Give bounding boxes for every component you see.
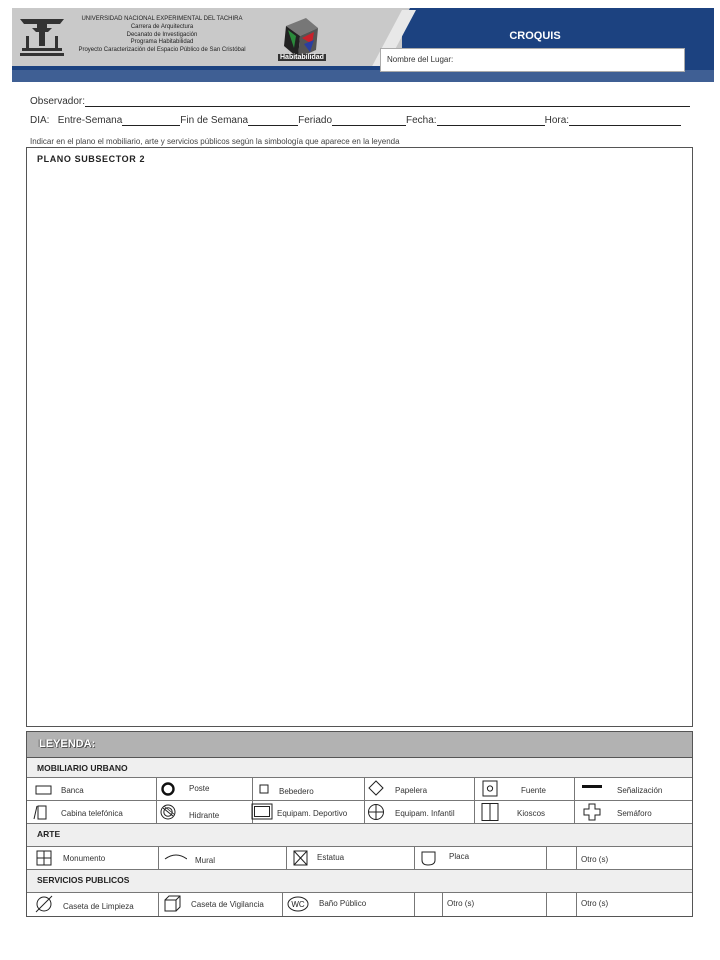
fountain-icon [477,780,503,798]
legend-label: Caseta de Limpieza [63,902,134,911]
legend-item-otro-arte [577,847,692,869]
day-label: DIA: [30,115,50,126]
legend-label: Bebedero [279,787,314,796]
legend-label: Baño Público [319,899,367,908]
legend-item-hidrante [157,801,253,823]
legend-item-otro-arte-symbol [547,847,577,869]
legend-item-monumento [27,847,159,869]
plan-title: PLANO SUBSECTOR 2 [37,154,146,164]
legend-item-banca [27,778,157,800]
deanship-name: Decanato de Investigación [126,31,198,38]
legend-label: Señalización [617,786,663,795]
schedule-row [30,115,681,126]
legend-item-fuente [475,778,575,800]
traffic-light-icon [579,803,605,821]
weekday-label: Entre-Semana [57,115,123,126]
legend-label: Mural [195,856,216,865]
legend-label: Monumento [63,854,106,863]
legend-item-estatua [287,847,415,869]
legend-item-caseta-limpieza [27,893,159,916]
legend-item-papelera [365,778,475,800]
plaque-icon [415,849,441,867]
observer-label: Observador: [30,96,86,107]
time-label: Hora: [544,115,570,126]
program-name: Programa Habitabilidad [130,39,194,46]
legend-label: Otro (s) [447,899,475,908]
mural-icon [161,849,187,867]
legend-item-poste [157,778,253,800]
section-mobiliario-urbano [27,758,692,778]
signage-icon [579,780,605,798]
legend-item-otro-servicio-1-symbol [415,893,443,916]
observer-row [30,96,690,107]
legend-item-cabina-telefonica [27,801,157,823]
weekend-field[interactable] [248,116,298,126]
legend-row-mobiliario-1 [27,778,692,801]
weekend-label: Fin de Semana [180,115,249,126]
section-servicios-publicos [27,870,692,893]
legend-header [27,732,692,758]
lamp-post-icon [155,780,181,798]
instruction-text: Indicar en el plano el mobiliario, arte y servicios públicos según la simbología que aparece en la leyenda [30,137,400,146]
university-logo-icon [18,16,66,60]
trash-bin-icon [363,780,389,798]
legend-item-semaforo [575,801,692,823]
legend-item-otro-servicio-2 [577,893,692,916]
legend-label: Otro (s) [581,855,609,864]
legend-label: Caseta de Vigilancia [191,900,264,909]
monument-icon [31,849,57,867]
section-heading: SERVICIOS PUBLICOS [37,875,130,885]
kiosk-icon [477,803,503,821]
hydrant-icon [155,803,181,821]
holiday-label: Feriado [298,115,333,126]
legend-item-otro-servicio-2-symbol [547,893,577,916]
date-label: Fecha: [406,115,437,126]
legend-item-caseta-vigilancia [159,893,283,916]
legend-row-servicios [27,893,692,916]
date-field[interactable] [437,116,545,126]
legend-item-senalizacion [575,778,692,800]
wc-icon-text: WC [291,900,305,909]
section-heading: MOBILIARIO URBANO [37,763,128,773]
phone-booth-icon [29,803,55,821]
time-field[interactable] [569,116,681,126]
weekday-field[interactable] [122,116,180,126]
legend-item-equipamiento-infantil [365,801,475,823]
legend-row-mobiliario-2 [27,801,692,824]
university-header-text [62,16,262,55]
legend-table [26,731,693,917]
legend-label: Hidrante [189,811,220,820]
legend-item-equipamiento-deportivo [253,801,365,823]
legend-label: Cabina telefónica [61,809,123,818]
legend-item-kioscos [475,801,575,823]
legend-label: Semáforo [617,809,652,818]
holiday-field[interactable] [332,116,406,126]
section-arte [27,824,692,847]
place-name-field[interactable] [380,48,685,72]
playground-icon [363,803,389,821]
legend-item-mural [159,847,287,869]
legend-row-arte [27,847,692,870]
sports-facility-icon [249,803,275,821]
bench-icon [31,780,57,798]
page-title: CROQUIS [509,30,561,42]
legend-label: Kioscos [517,809,546,818]
legend-label: Placa [449,852,470,861]
legend-label: Otro (s) [581,899,609,908]
statue-icon [287,849,313,867]
cleaning-booth-icon [31,895,57,913]
place-name-label: Nombre del Lugar: [387,55,454,64]
project-name: Proyecto Caracterización del Espacio Público de San Cristóbal [78,47,246,54]
wc-icon [285,895,311,913]
legend-label: Papelera [395,786,428,795]
career-name: Carrera de Arquitectura [130,23,194,30]
security-booth-icon [159,895,185,913]
observer-field[interactable] [85,97,690,107]
legend-item-otro-servicio-1 [443,893,547,916]
legend-label: Fuente [521,786,546,795]
legend-item-bano-publico [283,893,415,916]
drinking-fountain-icon [251,780,277,798]
habitabilidad-caption: Habitabilidad [280,54,324,61]
legend-label: Equipam. Deportivo [277,809,348,818]
legend-item-bebedero [253,778,365,800]
university-name: UNIVERSIDAD NACIONAL EXPERIMENTAL DEL TACHIRA [81,16,243,22]
legend-label: Estatua [317,853,345,862]
plan-drawing-area[interactable] [26,147,693,727]
legend-label: Poste [189,784,210,793]
legend-label: Banca [61,786,84,795]
legend-item-placa [415,847,547,869]
section-heading: ARTE [37,829,61,839]
legend-title: LEYENDA: [39,738,96,750]
legend-label: Equipam. Infantil [395,809,455,818]
